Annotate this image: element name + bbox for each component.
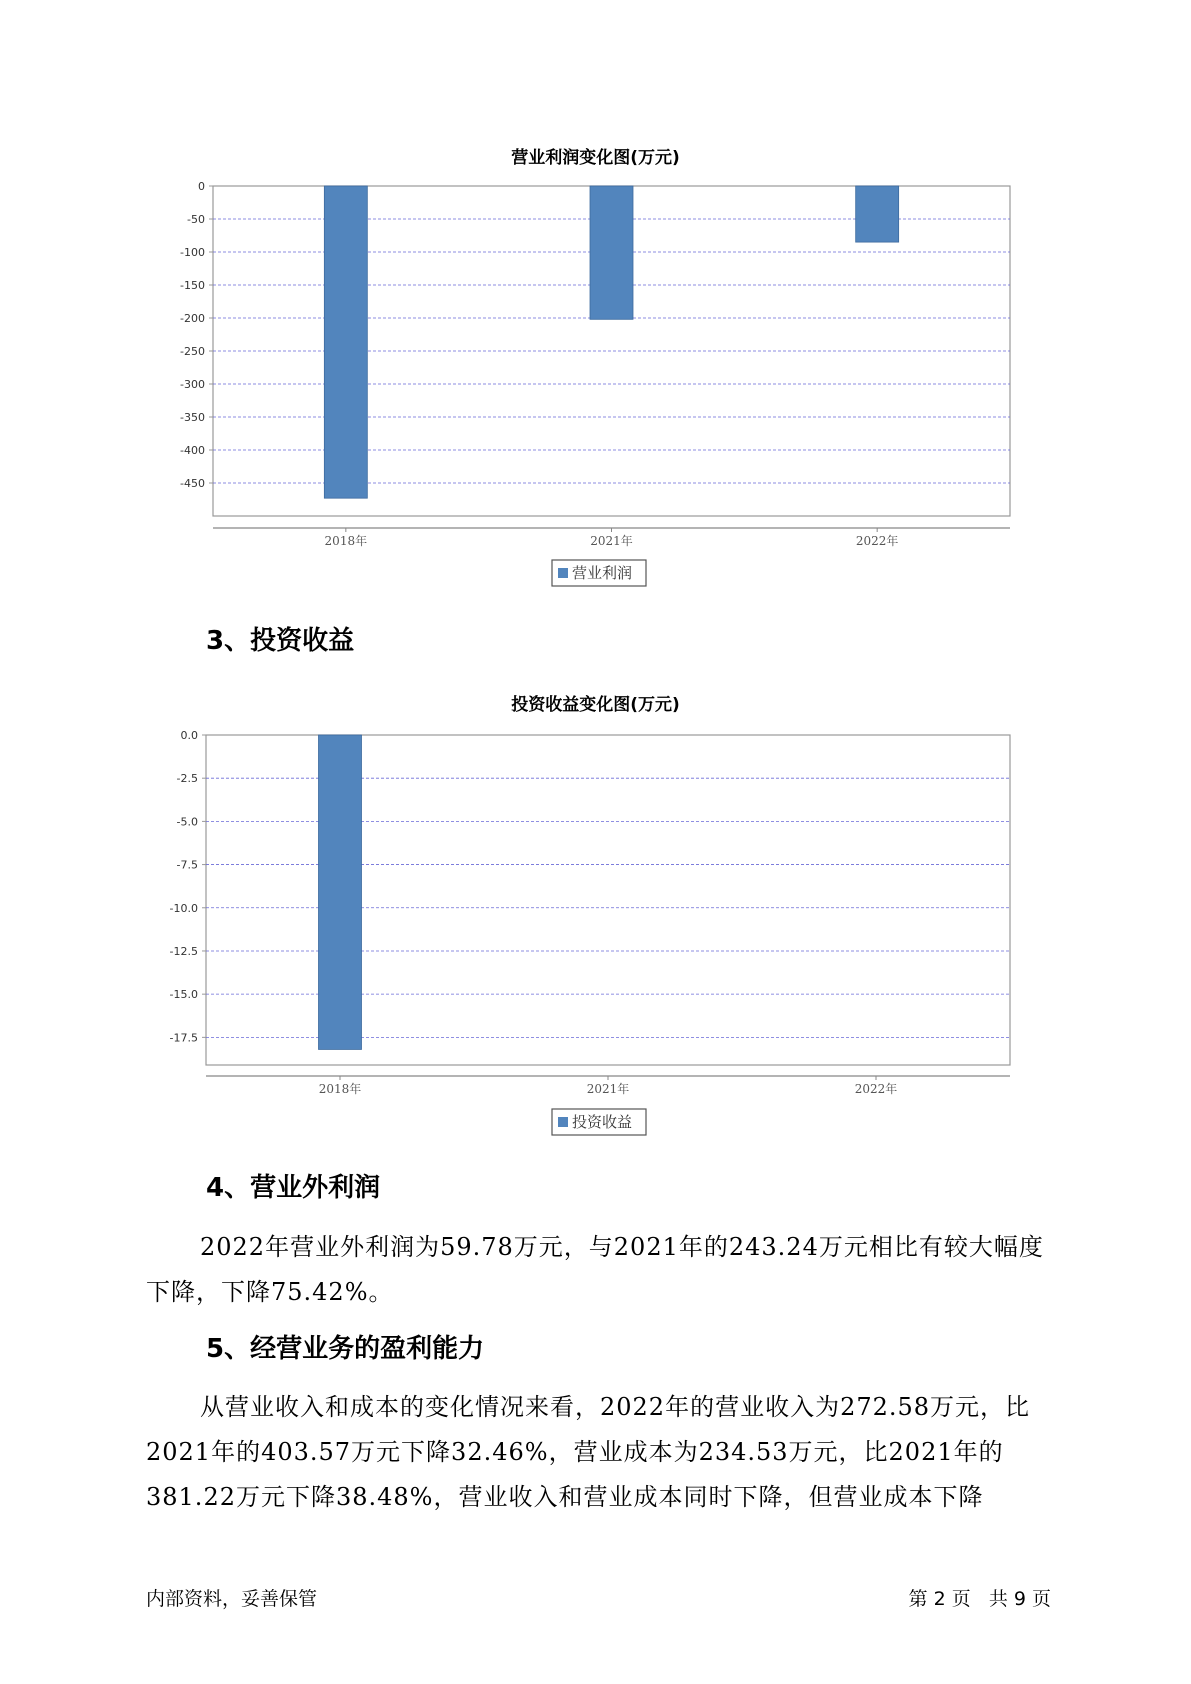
legend-label: 营业利润: [572, 564, 633, 582]
y-tick-label: -2.5: [176, 772, 198, 786]
y-tick-label: -200: [180, 312, 205, 325]
y-tick-label: -15.0: [169, 988, 198, 1002]
y-tick-label: -17.5: [169, 1031, 198, 1045]
y-tick-label: 0.0: [180, 729, 198, 742]
section4-paragraph: 2022年营业外利润为59.78万元，与2021年的243.24万元相比有较大幅度下降，下降75.42%。: [146, 1233, 1044, 1306]
x-tick-label: 2018年: [324, 534, 368, 548]
section3-heading: 3、投资收益: [206, 626, 355, 656]
y-tick-label: -50: [187, 213, 205, 226]
x-tick-label: 2021年: [590, 534, 633, 548]
y-tick-label: -12.5: [169, 944, 198, 958]
footer-page-number: 第 2 页 共 9 页: [908, 1588, 1051, 1610]
footer-confidential: 内部资料，妥善保管: [146, 1588, 318, 1610]
chart1-title: 营业利润变化图(万元): [511, 148, 680, 168]
y-tick-label: -7.5: [176, 858, 198, 872]
legend-swatch: [558, 1117, 568, 1127]
x-tick-label: 2022年: [855, 534, 899, 548]
y-tick-label: -400: [180, 444, 205, 457]
bar: [319, 735, 362, 1049]
y-tick-label: -450: [180, 477, 205, 490]
y-tick-label: -100: [180, 246, 205, 259]
y-tick-label: -350: [180, 411, 205, 424]
y-tick-label: -150: [180, 279, 205, 292]
x-tick-label: 2018年: [318, 1082, 362, 1096]
x-tick-label: 2022年: [854, 1082, 898, 1096]
y-tick-label: -5.0: [176, 815, 198, 829]
y-tick-label: -250: [180, 345, 205, 358]
legend-label: 投资收益: [572, 1113, 633, 1131]
section5-heading: 5、经营业务的盈利能力: [206, 1334, 485, 1364]
section5-paragraph: 从营业收入和成本的变化情况来看，2022年的营业收入为272.58万元，比2021年的403.57万元下降32.46%，营业成本为234.53万元，比2021年的381.22万元下降38.48%，营业收入和营业成本同时下降，但营业成本下降: [146, 1393, 1031, 1511]
y-tick-label: 0: [198, 180, 205, 193]
y-tick-label: -10.0: [169, 901, 198, 915]
chart2-title: 投资收益变化图(万元): [511, 695, 680, 715]
x-tick-label: 2021年: [586, 1082, 630, 1096]
section4-heading: 4、营业外利润: [206, 1173, 381, 1203]
y-tick-label: -300: [180, 378, 205, 391]
